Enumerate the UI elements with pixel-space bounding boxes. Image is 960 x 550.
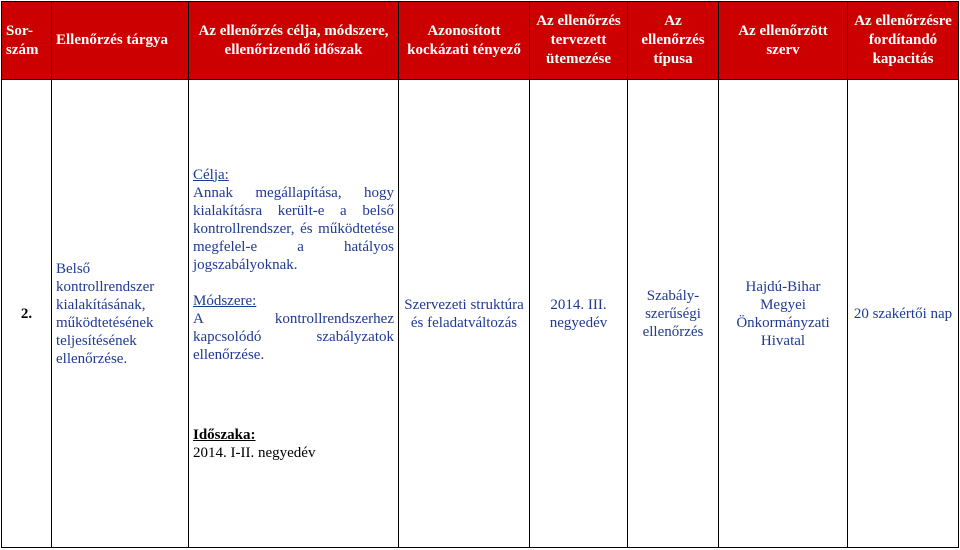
modszere-text: A kontrollrendszerhez kapcsolódó szabályzatok ellenőrzése.: [193, 310, 394, 363]
cell-szerv: Hajdú-Bihar Megyei Önkormányzati Hivatal: [719, 80, 848, 548]
celja-text: Annak megállapítása, hogy kialakításra került-e a belső kontrollrendszer, és működtetése megfelel-e a hatályos jogszabályoknak.: [193, 184, 394, 273]
cell-targya: Belső kontrollrendszer kialakításának, működtetésének teljesítésének ellenőrzése.: [52, 80, 189, 548]
header-utemezes: Az ellenőrzés tervezett ütemezése: [530, 2, 628, 80]
cell-celja: [189, 80, 399, 548]
cell-kapacitas: 20 szakértői nap: [848, 80, 959, 548]
modszere-label: Módszere:: [193, 292, 257, 309]
header-targya: Ellenőrzés tárgya: [52, 2, 189, 80]
header-tipus: Az ellenőrzés típusa: [628, 2, 719, 80]
cell-utemezes: 2014. III. negyedév: [530, 80, 628, 548]
header-sorszam: Sor-szám: [2, 2, 52, 80]
cell-tipus: Szabály-szerűségi ellenőrzés: [628, 80, 719, 548]
cell-kockazat: Szervezeti struktúra és feladatváltozás: [399, 80, 530, 548]
celja-label: Célja:: [193, 166, 229, 183]
idoszak-label: Időszaka:: [193, 426, 256, 443]
idoszak-text: 2014. I-II. negyedév: [193, 444, 316, 461]
header-szerv: Az ellenőrzött szerv: [719, 2, 848, 80]
header-row: [2, 2, 959, 80]
celja-section: [193, 166, 394, 462]
header-celja: Az ellenőrzés célja, módszere, ellenőrizendő időszak: [189, 2, 399, 80]
table-row: [2, 80, 959, 548]
cell-sorszam: 2.: [2, 80, 52, 548]
header-kapacitas: Az ellenőrzésre fordítandó kapacitás: [848, 2, 959, 80]
audit-plan-table: [1, 1, 959, 548]
header-kockazat: Azonosított kockázati tényező: [399, 2, 530, 80]
